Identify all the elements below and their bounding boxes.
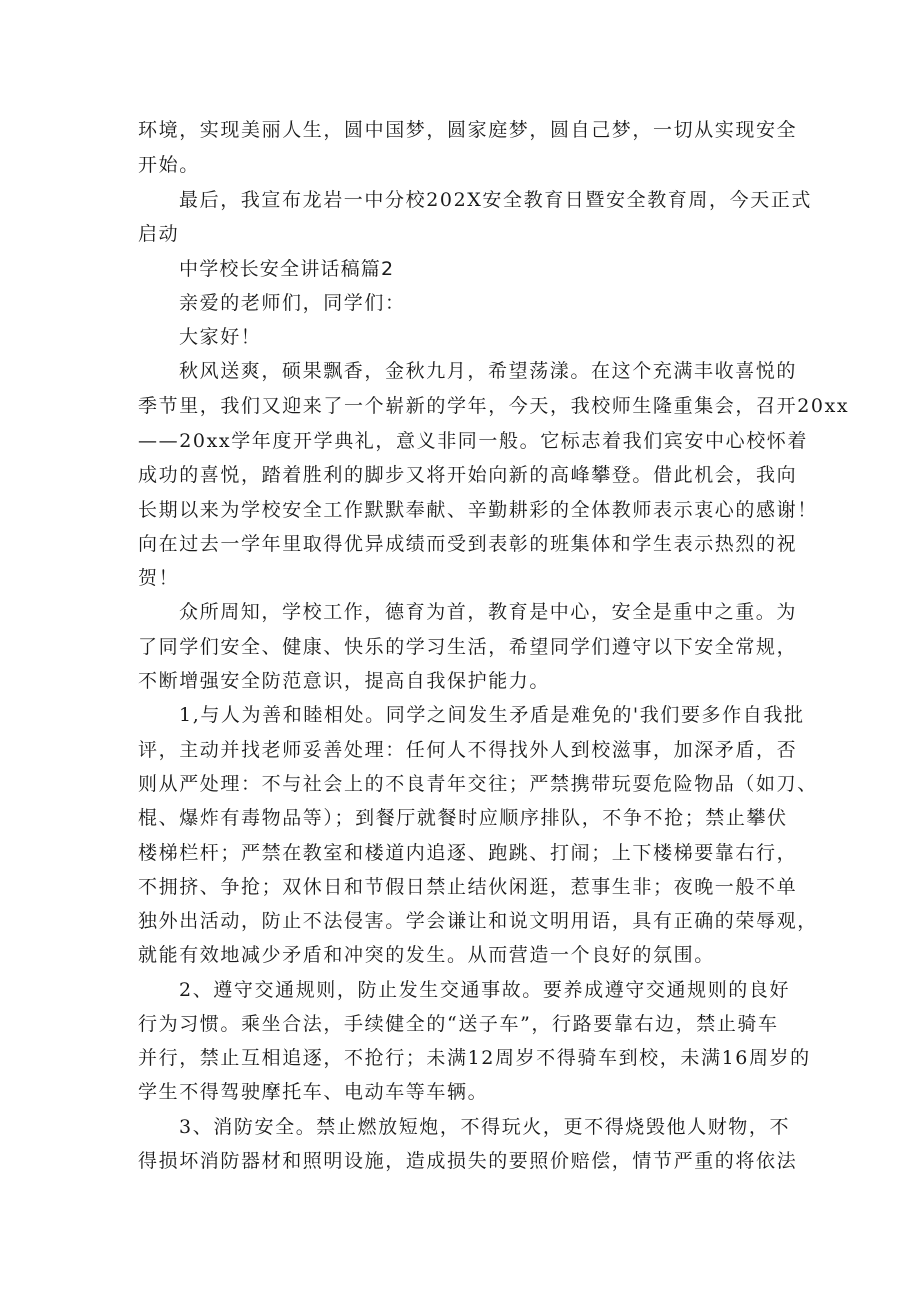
text-line: 了同学们安全、健康、快乐的学习生活，希望同学们遵守以下安全常规， [138, 636, 798, 658]
text-line: 1,与人为善和睦相处。同学之间发生矛盾是难免的'我们要多作自我批 [179, 704, 805, 726]
text-line: 3、消防安全。禁止燃放短炮，不得玩火，更不得烧毁他人财物，不 [179, 1116, 791, 1138]
text-line: 独外出活动，防止不法侵害。学会谦让和说文明用语，具有正确的荣辱观， [138, 910, 818, 932]
text-line: 秋风送爽，硕果飘香，金秋九月，希望荡漾。在这个充满丰收喜悦的 [179, 360, 798, 382]
text-line: 棍、爆炸有毒物品等）；到餐厅就餐时应顺序排队，不争不抢；禁止攀伏 [138, 807, 788, 829]
salutation: 亲爱的老师们，同学们： [179, 292, 406, 314]
text-line: 启动 [138, 223, 180, 245]
section-title: 中学校长安全讲话稿篇2 [179, 258, 395, 280]
text-line: 不断增强安全防范意识，提高自我保护能力。 [138, 670, 551, 692]
text-line: 学生不得驾驶摩托车、电动车等车辆。 [138, 1081, 489, 1103]
text-line: 向在过去一学年里取得优异成绩而受到表彰的班集体和学生表示热烈的祝 [138, 533, 798, 555]
text-line: 评，主动并找老师妥善处理：任何人不得找外人到校滋事，加深矛盾，否 [138, 739, 798, 761]
text-line: 环境，实现美丽人生，圆中国梦，圆家庭梦，圆自己梦，一切从实现安全 [138, 119, 798, 141]
text-line: 最后，我宣布龙岩一中分校202X安全教育日暨安全教育周，今天正式 [179, 189, 812, 211]
greeting: 大家好！ [179, 326, 262, 348]
text-line: 则从严处理：不与社会上的不良青年交往；严禁携带玩耍危险物品（如刀、 [138, 773, 818, 795]
text-line: ——20xx学年度开学典礼，意义非同一般。它标志着我们宾安中心校怀着 [138, 430, 809, 452]
text-line: 不拥挤、争抢；双休日和节假日禁止结伙闲逛，惹事生非；夜晚一般不单 [138, 876, 798, 898]
text-line: 季节里，我们又迎来了一个崭新的学年，今天，我校师生隆重集会，召开20xx [138, 395, 850, 417]
text-line: 行为习惯。乘坐合法，手续健全的“送子车”，行路要靠右边，禁止骑车 [138, 1013, 779, 1035]
text-line: 众所周知，学校工作，德育为首，教育是中心，安全是重中之重。为 [179, 601, 798, 623]
text-line: 并行，禁止互相追逐，不抢行；未满12周岁不得骑车到校，未满16周岁的 [138, 1047, 811, 1069]
text-line: 楼梯栏杆；严禁在教室和楼道内追逐、跑跳、打闹；上下楼梯要靠右行， [138, 842, 798, 864]
text-line: 贺！ [138, 567, 180, 589]
text-line: 成功的喜悦，踏着胜利的脚步又将开始向新的高峰攀登。借此机会，我向 [138, 464, 798, 486]
text-line: 2、遵守交通规则，防止发生交通事故。要养成遵守交通规则的良好 [179, 979, 791, 1001]
text-line: 开始。 [138, 154, 200, 176]
text-line: 就能有效地减少矛盾和冲突的发生。从而营造一个良好的氛围。 [138, 944, 715, 966]
text-line: 得损坏消防器材和照明设施，造成损失的要照价赔偿，情节严重的将依法 [138, 1150, 798, 1172]
text-line: 长期以来为学校安全工作默默奉献、辛勤耕彩的全体教师表示衷心的感谢！ [138, 499, 818, 521]
